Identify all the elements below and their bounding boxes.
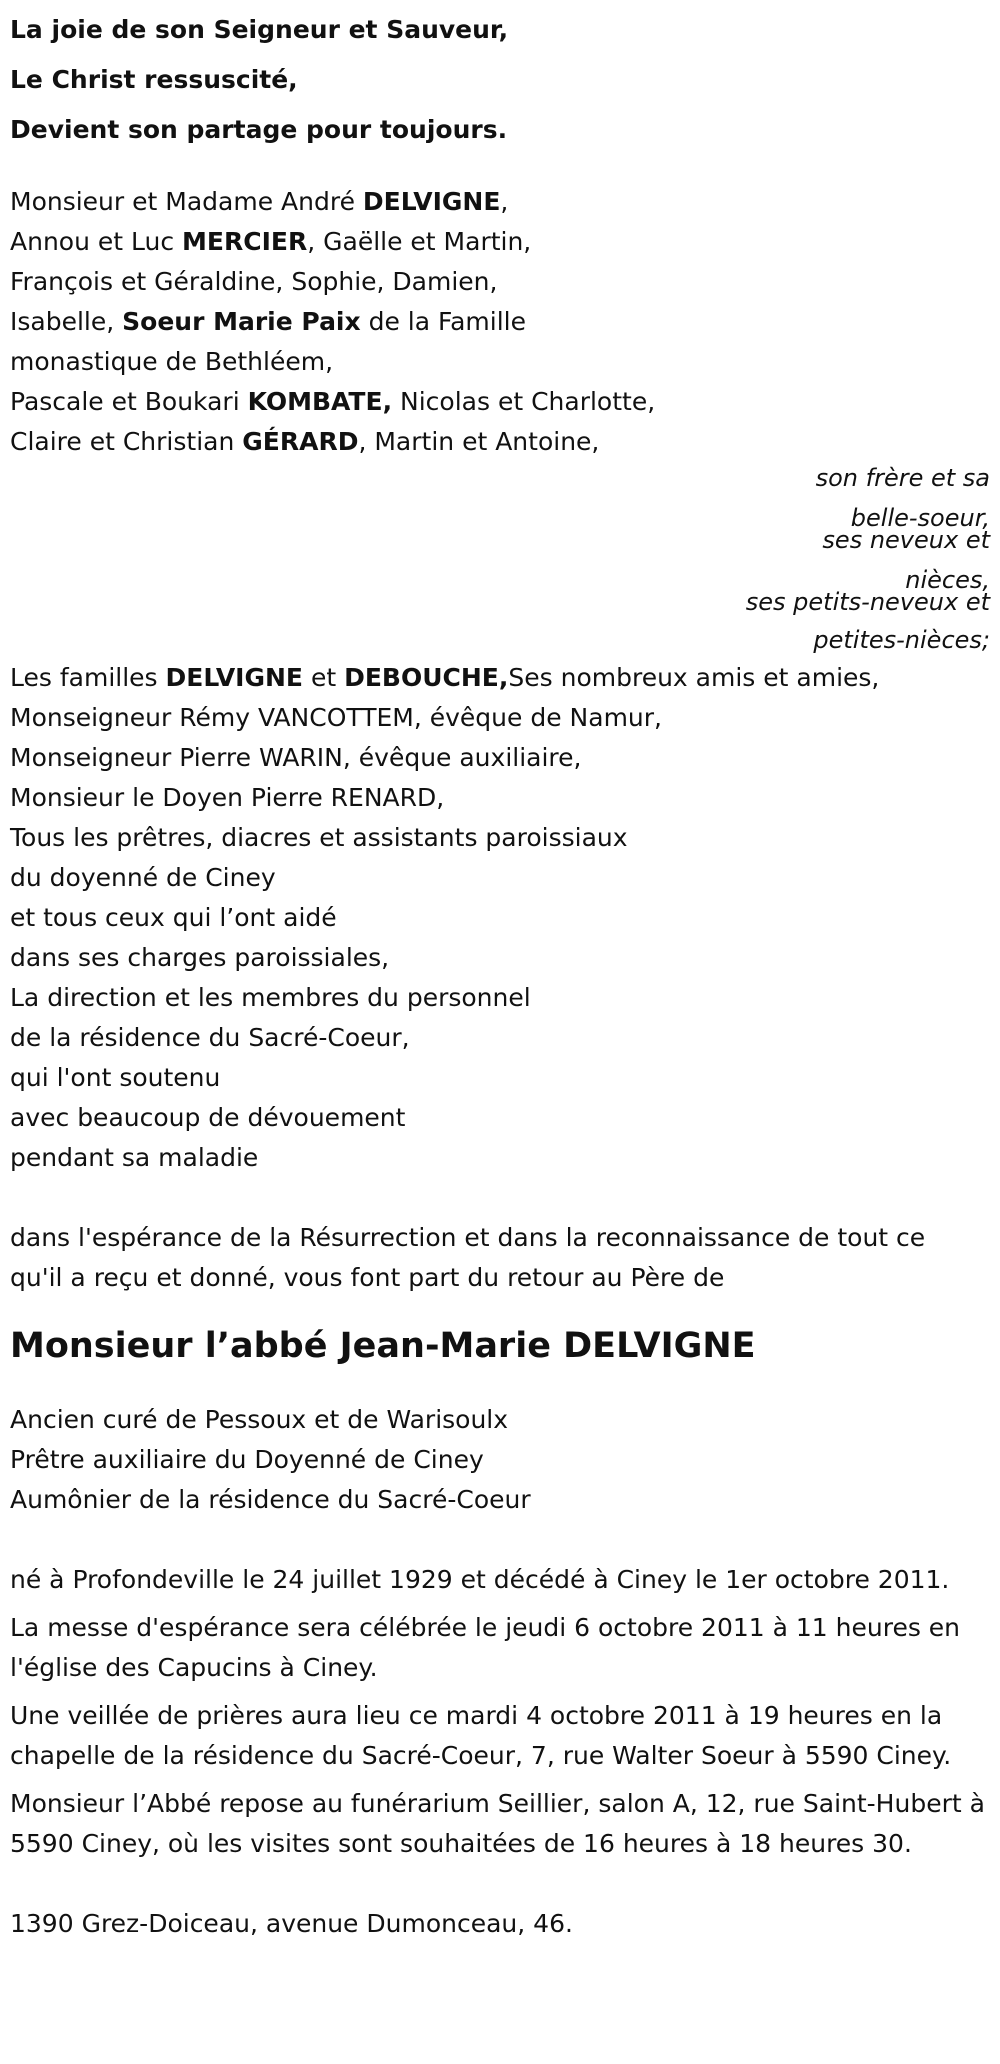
relation-line: son frère et sa xyxy=(815,464,990,492)
birth-death-line: né à Profondeville le 24 juillet 1929 et décédé à Ciney le 1er octobre 2011. xyxy=(10,1565,950,1594)
vigil-paragraph: Une veillée de prières aura lieu ce mardi 4 octobre 2011 à 19 heures en la chapelle de la résidence du Sacré-Coeur, 7, rue Walter Soeur à 5590 Ciney. xyxy=(10,1701,952,1770)
others-line: avec beaucoup de dévouement xyxy=(10,1103,406,1132)
announcement xyxy=(10,1218,990,1298)
family-surname: KOMBATE, xyxy=(247,387,393,416)
function-line: Aumônier de la résidence du Sacré-Coeur xyxy=(10,1485,531,1514)
relation-line: ses petits-neveux et xyxy=(745,588,990,616)
others-line: Monseigneur Rémy VANCOTTEM, évêque de Namur, xyxy=(10,703,662,732)
others-line: Tous les prêtres, diacres et assistants paroissiaux xyxy=(10,823,628,852)
family-text: Isabelle, xyxy=(10,307,123,336)
obituary-document xyxy=(10,0,990,1944)
family-line xyxy=(10,182,990,222)
family-line: François et Géraldine, Sophie, Damien, xyxy=(10,267,498,296)
others-line: Monseigneur Pierre WARIN, évêque auxiliaire, xyxy=(10,743,582,772)
family-text: Nicolas et Charlotte, xyxy=(392,387,656,416)
verse-line: La joie de son Seigneur et Sauveur, xyxy=(10,15,509,44)
family-text: Annou et Luc xyxy=(10,227,183,256)
functions-list xyxy=(10,1400,990,1520)
family-text: , Gaëlle et Martin, xyxy=(307,227,532,256)
family-line xyxy=(10,382,990,422)
family-text: de la Famille xyxy=(360,307,526,336)
family-line: monastique de Bethléem, xyxy=(10,347,334,376)
others-surname: DELVIGNE xyxy=(165,663,304,692)
others-line: du doyenné de Ciney xyxy=(10,863,276,892)
others-line: qui l'ont soutenu xyxy=(10,1063,221,1092)
announcement-line: qu'il a reçu et donné, vous font part du retour au Père de xyxy=(10,1263,725,1292)
others-surname: DEBOUCHE, xyxy=(344,663,509,692)
family-list xyxy=(10,182,990,462)
others-text: Les familles xyxy=(10,663,166,692)
family-surname: DELVIGNE xyxy=(362,187,501,216)
family-text: , xyxy=(500,187,509,216)
announcement-line: dans l'espérance de la Résurrection et dans la reconnaissance de tout ce xyxy=(10,1223,926,1252)
function-line: Prêtre auxiliaire du Doyenné de Ciney xyxy=(10,1445,484,1474)
deceased-name: Monsieur l’abbé Jean-Marie DELVIGNE xyxy=(10,1326,756,1366)
relations-block xyxy=(10,462,990,658)
others-line: de la résidence du Sacré-Coeur, xyxy=(10,1023,410,1052)
family-line xyxy=(10,222,990,262)
verse-line: Le Christ ressuscité, xyxy=(10,65,298,94)
others-line: La direction et les membres du personnel xyxy=(10,983,531,1012)
others-line: pendant sa maladie xyxy=(10,1143,259,1172)
others-line: dans ses charges paroissiales, xyxy=(10,943,390,972)
others-line: et tous ceux qui l’ont aidé xyxy=(10,903,337,932)
relation-line: belle-soeur, xyxy=(850,504,990,532)
others-line: Monsieur le Doyen Pierre RENARD, xyxy=(10,783,445,812)
family-text: Claire et Christian xyxy=(10,427,243,456)
funeral-home-paragraph: Monsieur l’Abbé repose au funérarium Seillier, salon A, 12, rue Saint-Hubert à 5590 Ciney, où les visites sont souhaitées de 16 heures à 18 heures 30. xyxy=(10,1789,985,1858)
relation-line: petites-nièces; xyxy=(813,626,990,654)
relation-line: ses neveux et xyxy=(822,526,990,554)
verse-line: Devient son partage pour toujours. xyxy=(10,115,508,144)
details xyxy=(10,1560,990,1864)
mass-paragraph: La messe d'espérance sera célébrée le jeudi 6 octobre 2011 à 11 heures en l'église des Capucins à Ciney. xyxy=(10,1613,961,1682)
family-surname: Soeur Marie Paix xyxy=(122,307,361,336)
others-line xyxy=(10,658,990,698)
others-text: et xyxy=(303,663,345,692)
relation-line: nièces, xyxy=(905,566,990,594)
family-text: Pascale et Boukari xyxy=(10,387,248,416)
family-text: Monsieur et Madame André xyxy=(10,187,363,216)
opening-verse xyxy=(10,0,990,155)
family-line xyxy=(10,302,990,342)
family-line xyxy=(10,422,990,462)
address: 1390 Grez-Doiceau, avenue Dumonceau, 46. xyxy=(10,1909,573,1938)
others-list xyxy=(10,658,990,1178)
function-line: Ancien curé de Pessoux et de Warisoulx xyxy=(10,1405,509,1434)
family-surname: MERCIER xyxy=(182,227,308,256)
family-text: , Martin et Antoine, xyxy=(358,427,600,456)
family-surname: GÉRARD xyxy=(242,427,359,456)
others-text: Ses nombreux amis et amies, xyxy=(508,663,880,692)
